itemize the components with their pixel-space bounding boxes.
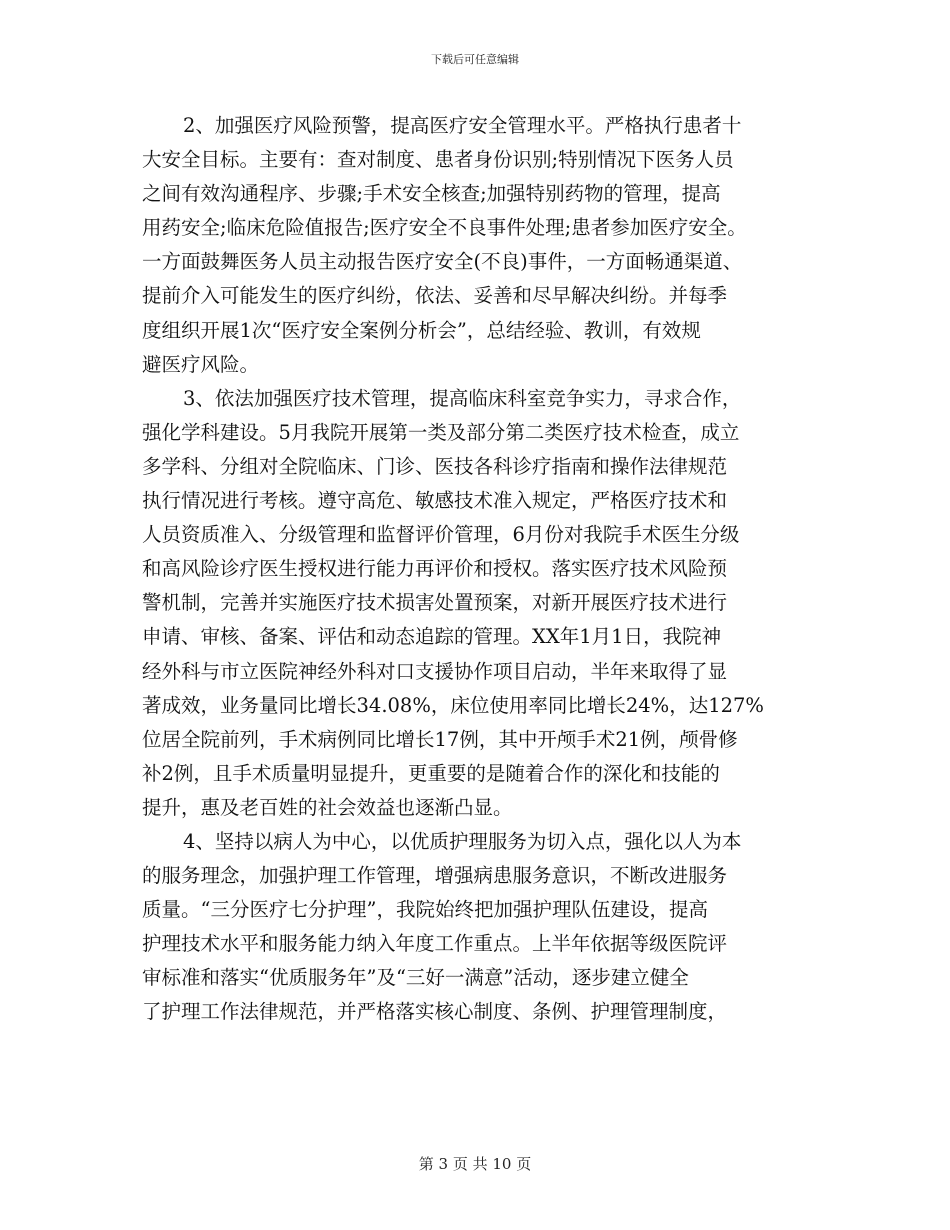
text-line: 和高风险诊疗医生授权进行能力再评价和授权。落实医疗技术风险预	[142, 557, 728, 581]
text-line: 位居全院前列，手术病例同比增长17例，其中开颅手术21例，颅骨修	[142, 727, 738, 751]
text-line: 护理技术水平和服务能力纳入年度工作重点。上半年依据等级医院评	[142, 932, 728, 956]
text-line: 提前介入可能发生的医疗纠纷，依法、妥善和尽早解决纠纷。并每季	[142, 284, 728, 308]
paragraph-2	[142, 382, 818, 825]
text-line: 的服务理念，加强护理工作管理，增强病患服务意识，不断改进服务	[142, 864, 728, 888]
text-line: 多学科、分组对全院临床、门诊、医技各科诊疗指南和操作法律规范	[142, 454, 728, 478]
text-line: 大安全目标。主要有：查对制度、患者身份识别;特别情况下医务人员	[142, 148, 734, 172]
paragraph-1	[142, 109, 818, 382]
text-line: 警机制，完善并实施医疗技术损害处置预案，对新开展医疗技术进行	[142, 591, 728, 615]
text-line: 一方面鼓舞医务人员主动报告医疗安全(不良)事件，一方面畅通渠道、	[142, 250, 743, 274]
text-line: 2、加强医疗风险预警，提高医疗安全管理水平。严格执行患者十	[183, 114, 742, 137]
text-line: 人员资质准入、分级管理和监督评价管理，6月份对我院手术医生分级	[142, 523, 740, 547]
text-line: 强化学科建设。5月我院开展第一类及部分第二类医疗技术检查，成立	[142, 420, 740, 444]
text-line: 之间有效沟通程序、步骤;手术安全核查;加强特别药物的管理，提高	[142, 182, 721, 206]
text-line: 经外科与市立医院神经外科对口支援协作项目启动，半年来取得了显	[142, 659, 728, 683]
text-line: 避医疗风险。	[142, 352, 260, 376]
text-line: 3、依法加强医疗技术管理，提高临床科室竞争实力，寻求合作，	[183, 386, 742, 410]
text-line: 审标准和落实“优质服务年”及“三好一满意”活动，逐步建立健全	[142, 966, 689, 990]
document-body	[142, 109, 818, 1030]
text-line: 了护理工作法律规范，并严格落实核心制度、条例、护理管理制度，	[142, 1000, 728, 1024]
text-line: 提升，惠及老百姓的社会效益也逐渐凸显。	[142, 795, 513, 819]
text-line: 著成效，业务量同比增长34.08%，床位使用率同比增长24%，达127%	[142, 693, 764, 717]
text-line: 补2例，且手术质量明显提升，更重要的是随着合作的深化和技能的	[142, 761, 720, 785]
text-line: 申请、审核、备案、评估和动态追踪的管理。XX年1月1日，我院神	[142, 625, 722, 649]
text-line: 度组织开展1次“医疗安全案例分析会”，总结经验、教训，有效规	[142, 318, 701, 342]
text-line: 4、坚持以病人为中心，以优质护理服务为切入点，强化以人为本	[183, 829, 742, 853]
text-line: 执行情况进行考核。遵守高危、敏感技术准入规定，严格医疗技术和	[142, 489, 728, 513]
text-line: 质量。“三分医疗七分护理”，我院始终把加强护理队伍建设，提高	[142, 898, 708, 922]
page-header-note: 下载后可任意编辑	[431, 53, 519, 66]
text-line: 用药安全;临床危险值报告;医疗安全不良事件处理;患者参加医疗安全。	[142, 216, 747, 240]
page-number-footer: 第 3 页 共 10 页	[418, 1155, 532, 1173]
paragraph-3	[142, 825, 818, 1030]
